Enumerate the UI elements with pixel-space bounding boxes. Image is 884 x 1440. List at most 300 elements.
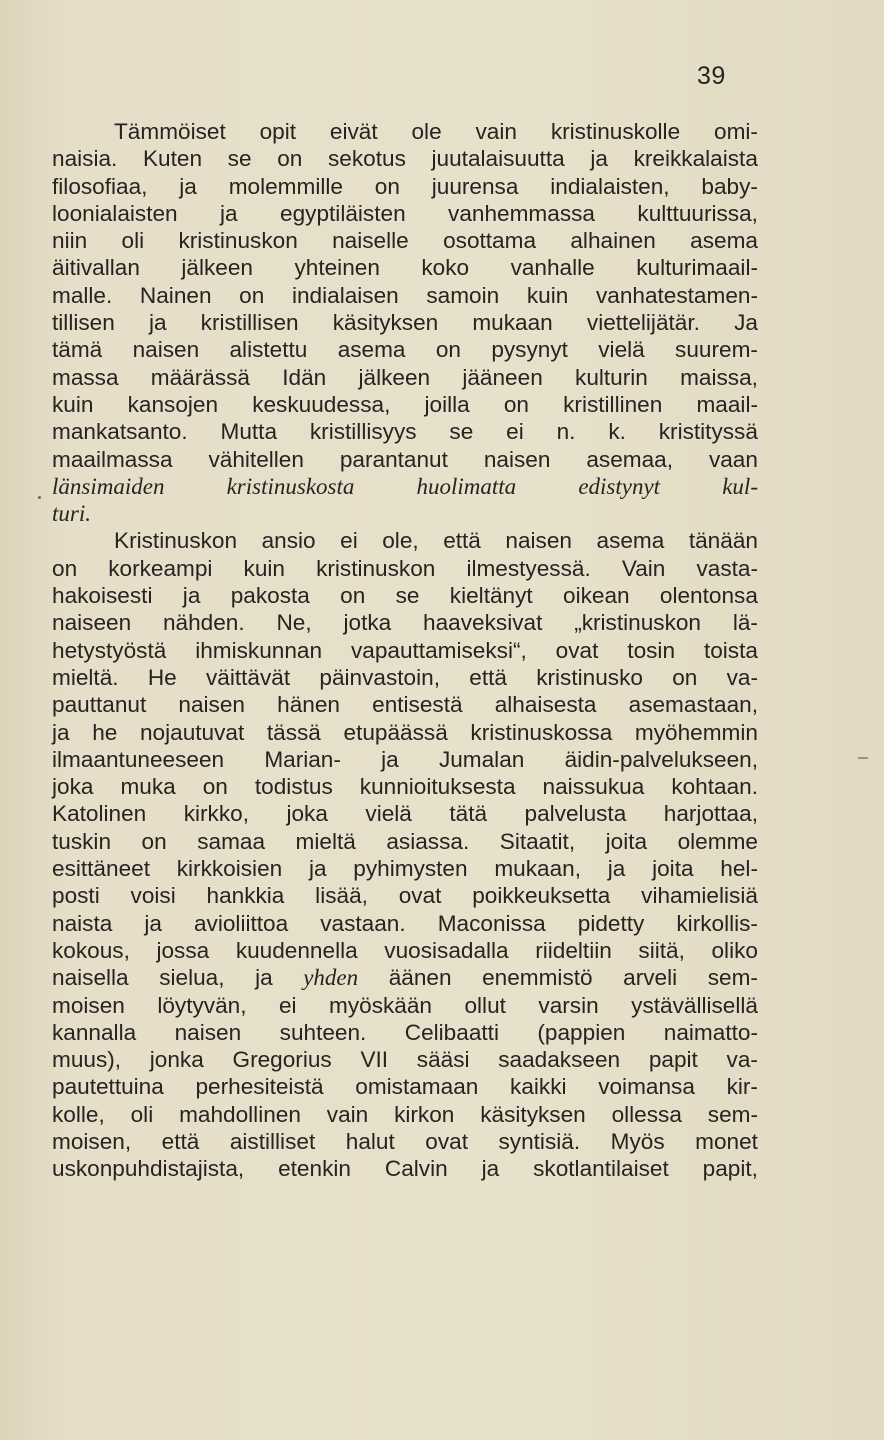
word: kaikki — [510, 1074, 567, 1100]
word: ja — [179, 173, 197, 199]
word: ansio — [261, 528, 316, 554]
word: pautettuina — [52, 1074, 164, 1100]
word: alistettu — [229, 337, 308, 363]
word: asema — [690, 228, 758, 254]
word: kristillisen — [200, 310, 299, 336]
word: koko — [421, 255, 470, 281]
word: tuskin — [52, 828, 112, 854]
text-line — [52, 910, 758, 937]
word: sielua, — [159, 965, 225, 991]
word: vaan — [708, 446, 758, 472]
word: he — [92, 719, 118, 745]
word: ja — [590, 146, 608, 172]
word: malle. — [52, 282, 113, 308]
word: asema — [596, 528, 665, 554]
word: vihamielisiä — [641, 883, 758, 909]
word: entisestä — [372, 692, 463, 718]
word: vanhalle — [510, 255, 595, 281]
text-line — [52, 145, 758, 172]
word: ja — [52, 719, 70, 745]
text-line — [52, 691, 758, 718]
word: naimatto- — [663, 1019, 758, 1045]
word: kuudennella — [235, 937, 358, 963]
word: naista — [52, 910, 113, 936]
word: nojautuvat — [139, 719, 245, 745]
word: muka — [120, 774, 176, 800]
word: suurem- — [675, 337, 758, 363]
word: ole — [411, 119, 442, 144]
word: vuosisadalla — [384, 937, 509, 963]
word: va- — [726, 664, 758, 690]
word: vanhemmassa — [448, 200, 595, 226]
word: ja — [481, 1156, 500, 1182]
word: juurensa — [431, 173, 519, 199]
text-line — [52, 527, 758, 554]
word: naisen — [483, 446, 551, 472]
page-number: 39 — [697, 62, 726, 90]
word: lä- — [732, 610, 758, 636]
text-line — [52, 719, 758, 746]
word: samaa — [197, 828, 266, 854]
text-line — [52, 855, 758, 882]
word: joka — [52, 774, 94, 800]
word: vain — [326, 1101, 369, 1127]
word: omi- — [714, 119, 758, 144]
text-line — [52, 992, 758, 1019]
word: indialaisten, — [550, 173, 670, 199]
word: naissukua — [542, 774, 645, 800]
text-line — [52, 964, 758, 991]
word: halut — [345, 1128, 395, 1154]
word: filosofiaa, — [52, 173, 148, 199]
word: korkeampi — [108, 555, 213, 581]
word: väittävät — [205, 664, 291, 690]
word: harjottaa, — [663, 801, 758, 827]
text-line — [52, 828, 758, 855]
word: päinvastoin, — [319, 664, 440, 690]
word: kristinuskosta — [226, 473, 355, 499]
word: enemmistö — [482, 965, 593, 991]
word: vapauttamiseksi“, — [350, 637, 527, 663]
word: oikean — [563, 583, 630, 609]
word: olentonsa — [659, 583, 758, 609]
word: että — [443, 528, 481, 554]
text-line — [52, 336, 758, 363]
word: käsityksen — [332, 310, 439, 336]
word: naisen — [132, 337, 200, 363]
word: Gregorius — [232, 1047, 332, 1073]
text-line — [52, 937, 758, 964]
margin-mark — [858, 757, 868, 759]
text-line — [52, 364, 758, 391]
word: (pappien — [537, 1019, 626, 1045]
text-line — [52, 664, 758, 691]
word: kristinuskossa — [470, 719, 613, 745]
word: naisen — [178, 692, 245, 718]
word: ja — [148, 310, 167, 336]
word: sem- — [707, 1101, 758, 1127]
word: moisen, — [52, 1128, 132, 1154]
word: äidin-palvelukseen, — [564, 746, 758, 772]
word: toista — [703, 637, 758, 663]
word: riideltiin — [535, 937, 612, 963]
word: kuin — [243, 555, 285, 581]
word: maailmassa — [52, 446, 173, 472]
word: huolimatta — [416, 473, 517, 499]
word: kirkkoisien — [176, 856, 283, 882]
word: on — [52, 555, 78, 581]
word: ei — [340, 528, 358, 554]
word: on — [435, 337, 461, 363]
text-line — [52, 773, 758, 800]
word: ja — [607, 856, 626, 882]
word: jääneen — [462, 364, 543, 390]
word: Kuten — [142, 146, 203, 172]
word: mieltä — [295, 828, 356, 854]
word: mieltä. — [52, 664, 119, 690]
text-line — [52, 800, 758, 827]
word: Tämmöiset — [114, 119, 226, 144]
word: jossa — [156, 937, 210, 963]
word: kristillisyys — [309, 419, 417, 445]
word: tosin — [627, 637, 676, 663]
word: on — [672, 664, 698, 690]
word: nähden. — [162, 610, 245, 636]
word: myöskään — [329, 992, 432, 1018]
word: äitivallan — [52, 255, 140, 281]
word: ja — [308, 856, 327, 882]
word: ja — [144, 910, 162, 936]
word: asemastaan, — [628, 692, 758, 718]
text-line — [52, 446, 758, 473]
word: että — [161, 1128, 200, 1154]
word: asemaa, — [586, 446, 674, 472]
word: vähitellen — [208, 446, 304, 472]
word: kulttuurissa, — [637, 200, 758, 226]
word: ei — [506, 419, 524, 445]
word: tänään — [688, 528, 758, 554]
word: n. — [556, 419, 576, 445]
word: on — [374, 173, 400, 199]
word: sem- — [707, 965, 758, 991]
word: tätä — [449, 801, 488, 827]
word: Jumalan — [438, 746, 525, 772]
word: uskonpuhdistajista, — [52, 1156, 245, 1182]
word: että — [469, 664, 507, 690]
word: keskuudessa, — [252, 391, 391, 417]
word: jälkeen — [181, 255, 253, 281]
word: avioliittoa — [193, 910, 289, 936]
text-line — [52, 282, 758, 309]
word: jotka — [343, 610, 392, 636]
word: Mutta — [220, 419, 278, 445]
word: alhainen — [570, 228, 656, 254]
word: ja — [220, 200, 238, 226]
word: kreikkalaista — [633, 146, 758, 172]
word: egyptiläisten — [280, 200, 406, 226]
word: kul- — [722, 473, 758, 499]
word: kirkon — [394, 1101, 455, 1127]
word: asiassa. — [386, 828, 470, 854]
word: oli — [121, 228, 145, 254]
word: viettelijätär. — [586, 310, 700, 336]
word: ovat — [425, 1128, 468, 1154]
word: kolle, — [52, 1101, 105, 1127]
text-line — [52, 173, 758, 200]
word: ja — [255, 965, 273, 991]
word: eivät — [329, 119, 378, 144]
word: haaveksivat — [423, 610, 543, 636]
word: opit — [259, 119, 297, 144]
word: voimansa — [598, 1074, 695, 1100]
word: joita — [605, 828, 648, 854]
text-line — [52, 418, 758, 445]
word: määrässä — [150, 364, 250, 390]
word: kuin — [52, 391, 94, 417]
word: kohtaan. — [671, 774, 758, 800]
word: on — [202, 774, 228, 800]
word: Nainen — [139, 282, 212, 308]
word: palvelusta — [524, 801, 627, 827]
word: ja — [381, 746, 399, 772]
word: hakoisesti — [52, 583, 153, 609]
word: todistus — [254, 774, 333, 800]
word: edistynyt — [578, 473, 661, 499]
word: se — [449, 419, 474, 445]
word: pidetty — [577, 910, 645, 936]
word: länsimaiden — [52, 473, 165, 499]
word: pysynyt — [491, 337, 568, 363]
text-line — [52, 882, 758, 909]
text-line — [52, 582, 758, 609]
word: omistamaan — [355, 1074, 479, 1100]
word: kannalla — [52, 1019, 137, 1045]
word: perhesiteistä — [195, 1074, 324, 1100]
word: osottama — [443, 228, 537, 254]
word: vain — [475, 119, 517, 144]
word: Calvin — [384, 1156, 448, 1182]
text-line — [52, 1073, 758, 1100]
word: vielä — [365, 801, 412, 827]
word: „kristinuskon — [574, 610, 702, 636]
word: naisella — [52, 965, 129, 991]
word: käsityksen — [480, 1101, 586, 1127]
word: kir- — [726, 1074, 758, 1100]
word: maissa, — [680, 364, 758, 390]
word: niin — [52, 228, 88, 254]
word: tillisen — [52, 310, 115, 336]
word: arveli — [623, 965, 678, 991]
text-line — [52, 746, 758, 773]
word: kristinuskon — [316, 555, 436, 581]
word: VII — [360, 1047, 389, 1073]
word: ystävällisellä — [631, 992, 758, 1018]
word: kulturin — [575, 364, 648, 390]
word: löytyvän, — [157, 992, 247, 1018]
text-line — [52, 254, 758, 281]
word: syntisiä. — [498, 1128, 581, 1154]
word: sekotus — [328, 146, 406, 172]
word: esittäneet — [52, 856, 150, 882]
word: kokous, — [52, 937, 130, 963]
word: kristinuskon — [178, 228, 298, 254]
word: voisi — [130, 883, 176, 909]
word: hel- — [720, 856, 758, 882]
word: muus), — [52, 1047, 122, 1073]
word: massa — [52, 364, 119, 390]
word: asema — [337, 337, 406, 363]
word: baby- — [701, 173, 758, 199]
word: olemme — [677, 828, 758, 854]
text-line — [52, 1019, 758, 1046]
word: Sitaatit, — [499, 828, 576, 854]
word: joilla — [424, 391, 470, 417]
word: tässä — [266, 719, 321, 745]
word: yhden — [303, 965, 359, 991]
word: oliko — [711, 937, 758, 963]
word: jonka — [149, 1047, 204, 1073]
word: jälkeen — [358, 364, 431, 390]
word: mukaan, — [494, 856, 581, 882]
word: oli — [130, 1101, 154, 1127]
word: hetystyöstä — [52, 637, 167, 663]
word: papit, — [702, 1156, 758, 1182]
word: naiselle — [332, 228, 409, 254]
word: se — [227, 146, 252, 172]
word: mahdollinen — [179, 1101, 301, 1127]
word: posti — [52, 883, 100, 909]
word: varsin — [538, 992, 599, 1018]
text-line — [52, 118, 758, 145]
word: se — [395, 583, 420, 609]
text-line — [52, 1128, 758, 1155]
word: ja — [182, 583, 201, 609]
word: suhteen. — [279, 1019, 367, 1045]
word: Idän — [282, 364, 327, 390]
word: indialaisen — [291, 282, 399, 308]
word: hänen — [277, 692, 340, 718]
word: samoin — [426, 282, 500, 308]
body-text — [52, 118, 758, 1183]
word: alhaisesta — [494, 692, 597, 718]
word: Myös — [610, 1128, 665, 1154]
word: ei — [278, 992, 297, 1018]
text-line — [52, 391, 758, 418]
word: va- — [726, 1047, 758, 1073]
word: maail- — [696, 391, 758, 417]
word: k. — [608, 419, 626, 445]
word: Katolinen — [52, 801, 147, 827]
word: naisen — [174, 1019, 242, 1045]
text-line — [52, 637, 758, 664]
word: tämä — [52, 337, 103, 363]
word: on — [239, 282, 265, 308]
word: aistilliset — [229, 1128, 316, 1154]
text-line — [52, 1101, 758, 1128]
word: vastaan. — [320, 910, 406, 936]
word: loonialaisten — [52, 200, 178, 226]
text-line — [52, 609, 758, 636]
word: kansojen — [127, 391, 219, 417]
text-line — [52, 227, 758, 254]
word: naisia. — [52, 146, 118, 172]
word: kunnioituksesta — [359, 774, 516, 800]
word: pyhimysten — [353, 856, 468, 882]
text-line — [52, 200, 758, 227]
word: vanhatestamen- — [595, 282, 758, 308]
word: ollut — [464, 992, 506, 1018]
word: kieltänyt — [449, 583, 533, 609]
word: siitä, — [638, 937, 685, 963]
word: ovat — [398, 883, 442, 909]
word: kristinuskolle — [550, 119, 681, 144]
text-line — [52, 1046, 758, 1073]
word: on — [340, 583, 366, 609]
word: parantanut — [339, 446, 448, 472]
word: ole, — [382, 528, 419, 554]
word: kuin — [526, 282, 569, 308]
word: kristillinen — [563, 391, 663, 417]
word: sääsi — [416, 1047, 470, 1073]
word: äänen — [388, 965, 452, 991]
word: etupäässä — [343, 719, 448, 745]
text-line — [52, 473, 758, 500]
word: kirkollis- — [676, 910, 758, 936]
margin-dot — [38, 496, 41, 499]
text-line — [52, 309, 758, 336]
word: mankatsanto. — [52, 419, 188, 445]
word: Ja — [734, 310, 758, 336]
word: Vain — [621, 555, 666, 581]
word: kirkko, — [183, 801, 249, 827]
word: joka — [286, 801, 328, 827]
word: pauttanut — [52, 692, 147, 718]
word: poikkeuksetta — [472, 883, 611, 909]
word: joita — [652, 856, 694, 882]
word: molemmille — [228, 173, 343, 199]
text-line — [52, 1155, 758, 1182]
word: kristityssä — [658, 419, 758, 445]
word: vasta- — [696, 555, 758, 581]
word: myöhemmin — [634, 719, 758, 745]
word: naiseen — [52, 610, 132, 636]
word: on — [503, 391, 529, 417]
text-line — [52, 500, 758, 527]
word: mukaan — [472, 310, 553, 336]
word: Ne, — [276, 610, 312, 636]
word: monet — [695, 1128, 758, 1154]
word: Marian- — [264, 746, 341, 772]
word: skotlantilaiset — [533, 1156, 669, 1182]
word: etenkin — [278, 1156, 351, 1182]
text-line — [52, 555, 758, 582]
word: He — [147, 664, 177, 690]
word: hankkia — [206, 883, 285, 909]
word: ilmestyessä. — [466, 555, 591, 581]
word: saadakseen — [498, 1047, 621, 1073]
word: Maconissa — [437, 910, 546, 936]
word: moisen — [52, 992, 125, 1018]
word: ovat — [555, 637, 599, 663]
word: juutalaisuutta — [431, 146, 565, 172]
word: papit — [648, 1047, 698, 1073]
word: Kristinuskon — [114, 528, 238, 554]
word: naisen — [505, 528, 572, 554]
word: Celibaatti — [404, 1019, 499, 1045]
word: kristinusko — [536, 664, 643, 690]
word: on — [277, 146, 303, 172]
word: turi. — [52, 501, 91, 527]
